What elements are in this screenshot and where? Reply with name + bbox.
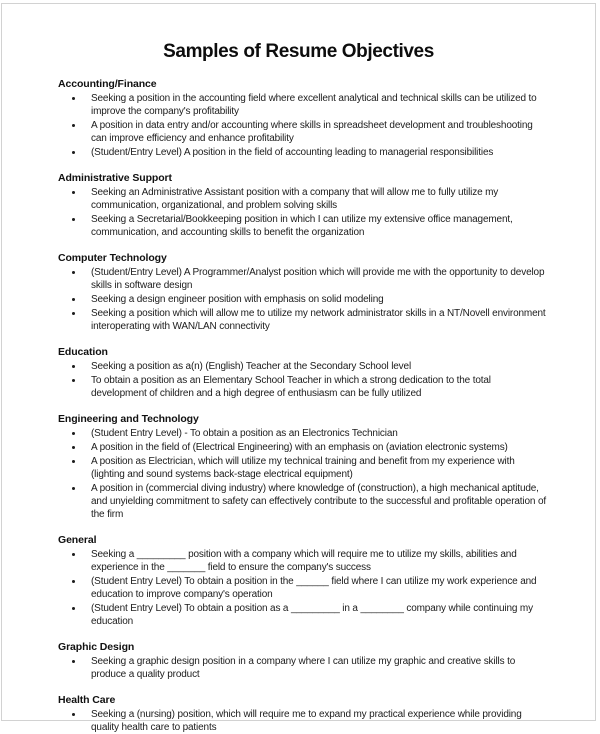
bullet-text: Seeking a position as a(n) (English) Teacher at the Secondary School level — [91, 361, 412, 372]
bullet-item — [58, 266, 549, 292]
sections — [58, 77, 549, 734]
resume-section — [58, 640, 549, 681]
bullet-item — [58, 455, 549, 481]
bullet-item — [58, 307, 549, 333]
resume-section — [58, 77, 549, 159]
bullet-dot-icon — [72, 312, 75, 315]
bullet-dot-icon — [72, 432, 75, 435]
bullet-text: Seeking a _________ position with a company which will require me to utilize my skills, abilities and experience in the _______ field to ensure the company's success — [91, 549, 517, 573]
bullet-list — [58, 548, 549, 628]
bullet-list — [58, 427, 549, 521]
bullet-item — [58, 602, 549, 628]
bullet-text: (Student Entry Level) - To obtain a position as an Electronics Technician — [91, 428, 398, 439]
bullet-list — [58, 186, 549, 239]
bullet-item — [58, 427, 549, 440]
bullet-dot-icon — [72, 660, 75, 663]
section-heading: Computer Technology — [58, 252, 167, 264]
bullet-list — [58, 708, 549, 734]
resume-section — [58, 533, 549, 628]
section-heading: Health Care — [58, 694, 116, 706]
bullet-dot-icon — [72, 580, 75, 583]
bullet-dot-icon — [72, 379, 75, 382]
bullet-dot-icon — [72, 460, 75, 463]
bullet-dot-icon — [72, 365, 75, 368]
bullet-item — [58, 213, 549, 239]
bullet-item — [58, 146, 549, 159]
bullet-text: A position as Electrician, which will utilize my technical training and benefit from my experience with (lighting and sound systems back-stage electrical equipment) — [91, 456, 515, 480]
bullet-text: Seeking a design engineer position with emphasis on solid modeling — [91, 294, 384, 305]
bullet-text: (Student/Entry Level) A position in the field of accounting leading to managerial responsibilities — [91, 147, 494, 158]
bullet-text: Seeking a graphic design position in a company where I can utilize my graphic and creative skills to produce a quality product — [91, 656, 516, 680]
bullet-dot-icon — [72, 713, 75, 716]
bullet-dot-icon — [72, 191, 75, 194]
bullet-item — [58, 655, 549, 681]
bullet-item — [58, 186, 549, 212]
bullet-list — [58, 92, 549, 159]
bullet-text: Seeking a position which will allow me to utilize my network administrator skills in a NT/Novell environment interoperating with WAN/LAN connectivity — [91, 308, 546, 332]
resume-section — [58, 693, 549, 734]
section-heading: Engineering and Technology — [58, 413, 199, 425]
bullet-item — [58, 360, 549, 373]
bullet-dot-icon — [72, 446, 75, 449]
section-heading: General — [58, 534, 97, 546]
bullet-item — [58, 92, 549, 118]
section-heading: Accounting/Finance — [58, 78, 157, 90]
bullet-dot-icon — [72, 124, 75, 127]
resume-section — [58, 171, 549, 239]
bullet-list — [58, 360, 549, 400]
document-page — [1, 3, 596, 733]
bullet-text: Seeking a Secretarial/Bookkeeping position in which I can utilize my extensive office management, communication, and accounting skills to benefit the organization — [91, 214, 513, 238]
bullet-dot-icon — [72, 218, 75, 221]
bullet-item — [58, 575, 549, 601]
bullet-list — [58, 266, 549, 333]
bullet-text: A position in data entry and/or accounting where skills in spreadsheet development and troubleshooting can improve efficiency and enhance profitability — [91, 120, 533, 144]
bullet-list — [58, 655, 549, 681]
bullet-text: Seeking an Administrative Assistant position with a company that will allow me to fully utilize my communication, organizational, and problem solving skills — [91, 187, 499, 211]
bullet-text: Seeking a (nursing) position, which will require me to expand my practical experience while providing quality health care to patients — [91, 709, 522, 733]
bullet-dot-icon — [72, 271, 75, 274]
resume-section — [58, 412, 549, 521]
bullet-text: To obtain a position as an Elementary School Teacher in which a strong dedication to the total development of children and a high degree of enthusiasm can be fully utilized — [91, 375, 491, 399]
bullet-dot-icon — [72, 151, 75, 154]
page-title: Samples of Resume Objectives — [163, 41, 434, 62]
section-heading: Administrative Support — [58, 172, 172, 184]
bullet-item — [58, 441, 549, 454]
bullet-dot-icon — [72, 298, 75, 301]
bullet-text: (Student Entry Level) To obtain a position as a _________ in a ________ company while continuing my education — [91, 603, 533, 627]
bullet-dot-icon — [72, 487, 75, 490]
bullet-text: Seeking a position in the accounting field where excellent analytical and technical skills can be utilized to improve the company's profitability — [91, 93, 537, 117]
bullet-dot-icon — [72, 553, 75, 556]
resume-section — [58, 345, 549, 400]
bullet-item — [58, 374, 549, 400]
bullet-text: (Student Entry Level) To obtain a position in the ______ field where I can utilize my work experience and education to improve company's operation — [91, 576, 537, 600]
resume-section — [58, 251, 549, 333]
bullet-dot-icon — [72, 97, 75, 100]
bullet-item — [58, 708, 549, 734]
bullet-dot-icon — [72, 607, 75, 610]
bullet-text: A position in the field of (Electrical Engineering) with an emphasis on (aviation electronic systems) — [91, 442, 508, 453]
bullet-item — [58, 482, 549, 521]
bullet-text: (Student/Entry Level) A Programmer/Analyst position which will provide me with the opportunity to develop skills in software design — [91, 267, 545, 291]
section-heading: Graphic Design — [58, 641, 135, 653]
bullet-text: A position in (commercial diving industry) where knowledge of (construction), a high mechanical aptitude, and unyielding commitment to safety can effectively contribute to the successful and profitable operation of the firm — [91, 483, 546, 520]
section-heading: Education — [58, 346, 108, 358]
bullet-item — [58, 293, 549, 306]
bullet-item — [58, 119, 549, 145]
bullet-item — [58, 548, 549, 574]
